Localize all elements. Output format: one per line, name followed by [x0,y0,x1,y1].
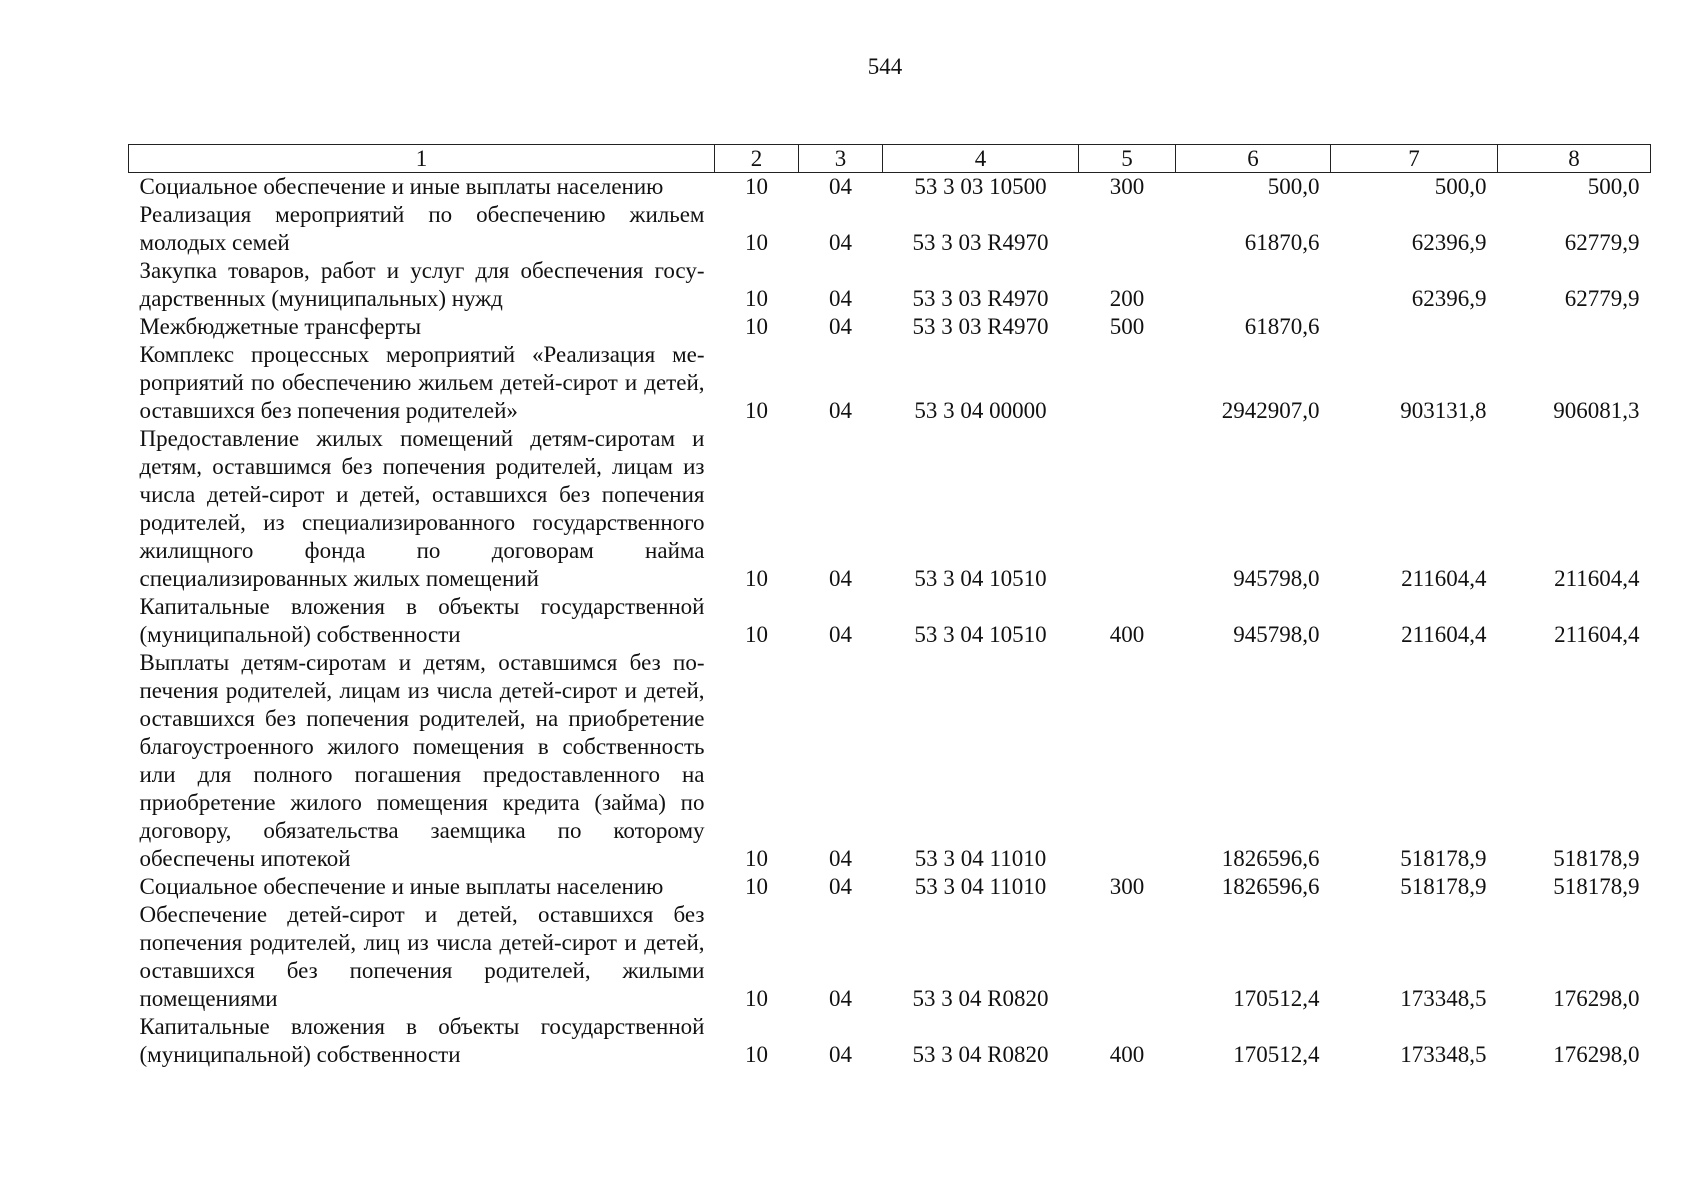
row-expense-type [1079,341,1176,425]
row-amount-year2: 518178,9 [1400,846,1487,871]
row-amount-year1: 2942907,0 [1221,398,1320,423]
row-subsection: 04 [829,314,852,339]
row-expense-type [1079,901,1176,1013]
table-row [129,901,1651,1013]
row-target-code: 53 3 04 11010 [914,846,1047,871]
row-amount-year2: 62396,9 [1411,286,1487,311]
row-amount-year2: 173348,5 [1400,1042,1487,1067]
table-row [129,257,1651,313]
row-section: 10 [745,314,768,339]
row-amount-year3: 62779,9 [1564,230,1640,255]
row-amount-year3: 211604,4 [1554,566,1640,591]
row-section: 10 [745,398,768,423]
row-expense-type: 400 [1109,1042,1145,1067]
row-amount-year2: 518178,9 [1400,874,1487,899]
row-amount-year1: 170512,4 [1233,1042,1320,1067]
row-name: Капитальные вложения в объекты государственной (муниципальной) собственности [139,594,705,647]
budget-table [128,144,1651,1069]
row-amount-year1: 500,0 [1267,174,1320,199]
row-target-code: 53 3 03 R4970 [912,230,1049,255]
row-amount-year3 [1498,313,1651,341]
row-amount-year2: 211604,4 [1401,622,1487,647]
table-row [129,173,1651,202]
row-subsection: 04 [829,566,852,591]
row-name: Выплаты детям-сиротам и детям, оставшимся без попечения родителей, лицам из числа детей-сирот и детей, оставшихся без попечения родителей, на приобретение благоустроенного жилого помещения в собственность или для полного погашения предоставленного на приобретение жилого помещения кредита (займа) по договору, обязательства заемщика по которому обеспечены ипотекой [139,650,705,871]
row-amount-year1: 945798,0 [1233,566,1320,591]
row-amount-year1: 170512,4 [1233,986,1320,1011]
row-section: 10 [745,846,768,871]
row-section: 10 [745,566,768,591]
column-header: 7 [1331,145,1498,173]
column-header: 8 [1498,145,1651,173]
row-target-code: 53 3 04 11010 [914,874,1047,899]
row-name: Реализация мероприятий по обеспечению жильем молодых семей [139,202,705,255]
row-section: 10 [745,622,768,647]
row-name: Социальное обеспечение и иные выплаты населению [139,874,664,899]
row-name: Межбюджетные трансферты [139,314,422,339]
row-target-code: 53 3 04 00000 [914,398,1047,423]
row-amount-year3: 176298,0 [1553,1042,1640,1067]
row-amount-year1: 1826596,6 [1221,846,1320,871]
row-subsection: 04 [829,286,852,311]
row-amount-year1: 61870,6 [1244,230,1320,255]
row-amount-year3: 518178,9 [1553,874,1640,899]
row-subsection: 04 [829,846,852,871]
row-amount-year1 [1176,257,1331,313]
row-section: 10 [745,986,768,1011]
row-target-code: 53 3 03 10500 [914,174,1047,199]
row-expense-type: 400 [1109,622,1145,647]
row-amount-year2: 173348,5 [1400,986,1487,1011]
row-section: 10 [745,1042,768,1067]
row-name: Обеспечение детей-сирот и детей, оставшихся без попечения родителей, лиц из числа детей-сирот и детей, оставшихся без попечения родителей, жилыми помещениями [139,902,705,1011]
row-expense-type [1079,649,1176,873]
column-header: 1 [129,145,715,173]
table-row [129,341,1651,425]
row-amount-year2: 62396,9 [1411,230,1487,255]
row-expense-type: 300 [1109,174,1145,199]
row-subsection: 04 [829,174,852,199]
row-name: Предоставление жилых помещений детям-сиротам и детям, оставшимся без попечения родителей, лицам из числа детей-сирот и детей, оставшихся без попечения родителей, из специализированного государственного жилищного фонда по договорам найма специализированных жилых помещений [139,426,705,591]
row-expense-type: 200 [1109,286,1145,311]
row-target-code: 53 3 04 10510 [914,566,1047,591]
row-subsection: 04 [829,398,852,423]
row-amount-year3: 906081,3 [1553,398,1640,423]
column-header: 5 [1079,145,1176,173]
table-row [129,649,1651,873]
row-section: 10 [745,230,768,255]
row-name: Капитальные вложения в объекты государственной (муниципальной) собственности [139,1014,705,1067]
row-amount-year2 [1331,313,1498,341]
row-amount-year3: 62779,9 [1564,286,1640,311]
row-subsection: 04 [829,230,852,255]
row-target-code: 53 3 04 10510 [914,622,1047,647]
table-header-row [129,145,1651,173]
row-target-code: 53 3 03 R4970 [912,314,1049,339]
row-amount-year1: 61870,6 [1244,314,1320,339]
table-row [129,873,1651,901]
table-row [129,425,1651,593]
row-amount-year3: 518178,9 [1553,846,1640,871]
row-target-code: 53 3 04 R0820 [912,986,1049,1011]
row-name: Закупка товаров, работ и услуг для обеспечения государственных (муниципальных) нужд [139,258,705,311]
page-number: 544 [867,54,903,79]
column-header: 2 [715,145,799,173]
row-section: 10 [745,874,768,899]
row-expense-type: 500 [1109,314,1145,339]
row-target-code: 53 3 04 R0820 [912,1042,1049,1067]
row-expense-type [1079,425,1176,593]
row-amount-year3: 176298,0 [1553,986,1640,1011]
row-amount-year1: 945798,0 [1233,622,1320,647]
row-amount-year1: 1826596,6 [1221,874,1320,899]
row-section: 10 [745,174,768,199]
row-amount-year2: 500,0 [1434,174,1487,199]
row-amount-year2: 211604,4 [1401,566,1487,591]
column-header: 4 [883,145,1079,173]
row-expense-type [1079,201,1176,257]
column-header: 3 [799,145,883,173]
row-target-code: 53 3 03 R4970 [912,286,1049,311]
row-amount-year2: 903131,8 [1400,398,1487,423]
column-header: 6 [1176,145,1331,173]
row-amount-year3: 211604,4 [1554,622,1640,647]
row-subsection: 04 [829,986,852,1011]
table-row [129,593,1651,649]
row-subsection: 04 [829,622,852,647]
row-section: 10 [745,286,768,311]
table-row [129,201,1651,257]
row-subsection: 04 [829,1042,852,1067]
row-amount-year3: 500,0 [1587,174,1640,199]
table-row [129,313,1651,341]
row-name: Социальное обеспечение и иные выплаты населению [139,174,664,199]
table-row [129,1013,1651,1069]
row-expense-type: 300 [1109,874,1145,899]
row-name: Комплекс процессных мероприятий «Реализация мероприятий по обеспечению жильем детей-сирот и детей, оставшихся без попечения родителей» [139,342,705,423]
row-subsection: 04 [829,874,852,899]
